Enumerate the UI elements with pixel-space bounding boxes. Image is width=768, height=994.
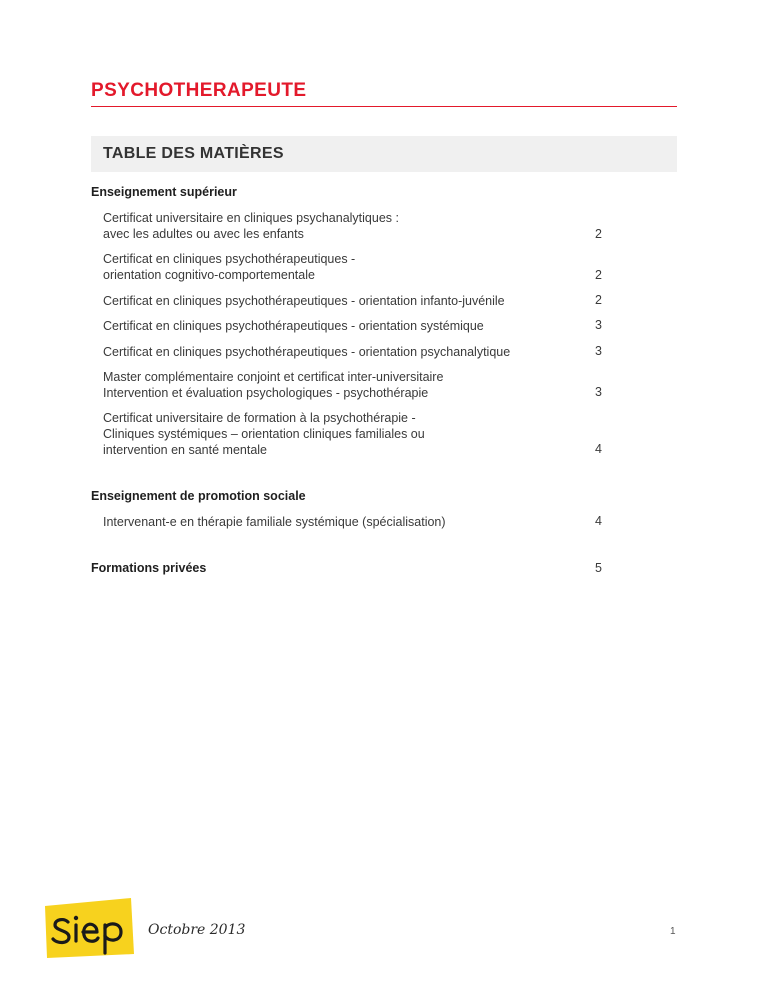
toc-section-heading: Enseignement supérieur: [91, 185, 237, 199]
footer-date: Octobre 2013: [148, 922, 246, 938]
toc-entry-page[interactable]: 3: [595, 344, 602, 358]
toc-entry-page[interactable]: 4: [595, 442, 602, 456]
toc-entry-line: Intervention et évaluation psychologiques - psychothérapie: [103, 386, 429, 400]
toc-entry[interactable]: [103, 344, 663, 360]
toc-entry-line: intervention en santé mentale: [103, 443, 267, 457]
toc-heading: TABLE DES MATIÈRES: [103, 145, 284, 162]
toc-entry[interactable]: [103, 369, 663, 401]
toc-entry-line: Certificat universitaire en cliniques psychanalytiques :: [103, 211, 399, 225]
toc-entry[interactable]: [103, 293, 663, 309]
toc-entry-line: Certificat en cliniques psychothérapeutiques - orientation systémique: [103, 319, 484, 333]
toc-entry-page[interactable]: 2: [595, 293, 602, 307]
toc-entry-page[interactable]: 3: [595, 385, 602, 399]
siep-logo: [43, 898, 135, 958]
toc-entry-line: Master complémentaire conjoint et certificat inter-universitaire: [103, 370, 444, 384]
toc-entry[interactable]: [103, 251, 663, 283]
toc-section-page[interactable]: 5: [595, 561, 602, 575]
toc-section-heading[interactable]: Formations privées: [91, 561, 207, 575]
title-divider: [91, 106, 677, 107]
toc-entry-page[interactable]: 2: [595, 268, 602, 282]
toc-entry-line: avec les adultes ou avec les enfants: [103, 227, 304, 241]
toc-section-heading: Enseignement de promotion sociale: [91, 489, 306, 503]
toc-entry[interactable]: [103, 410, 663, 458]
toc-entry-page[interactable]: 3: [595, 318, 602, 332]
toc-entry-line: Cliniques systémiques – orientation cliniques familiales ou: [103, 427, 425, 441]
toc-entry-page[interactable]: 4: [595, 514, 602, 528]
toc-entry-line: Certificat en cliniques psychothérapeutiques - orientation psychanalytique: [103, 345, 511, 359]
toc-entry-line: Certificat universitaire de formation à la psychothérapie -: [103, 411, 416, 425]
toc-banner: [91, 136, 677, 172]
toc-entry-page[interactable]: 2: [595, 227, 602, 241]
toc-entry[interactable]: [103, 318, 663, 334]
page-title: PSYCHOTHERAPEUTE: [91, 80, 307, 101]
toc-entry-line: Certificat en cliniques psychothérapeutiques - orientation infanto-juvénile: [103, 294, 505, 308]
toc-entry[interactable]: [103, 210, 663, 242]
toc-entry-line: orientation cognitivo-comportementale: [103, 268, 315, 282]
toc-entry[interactable]: [103, 514, 663, 530]
logo-dot: [74, 916, 78, 920]
toc-entry-line: Intervenant-e en thérapie familiale systémique (spécialisation): [103, 515, 446, 529]
toc-entry-line: Certificat en cliniques psychothérapeutiques -: [103, 252, 356, 266]
page-number: 1: [670, 926, 676, 937]
